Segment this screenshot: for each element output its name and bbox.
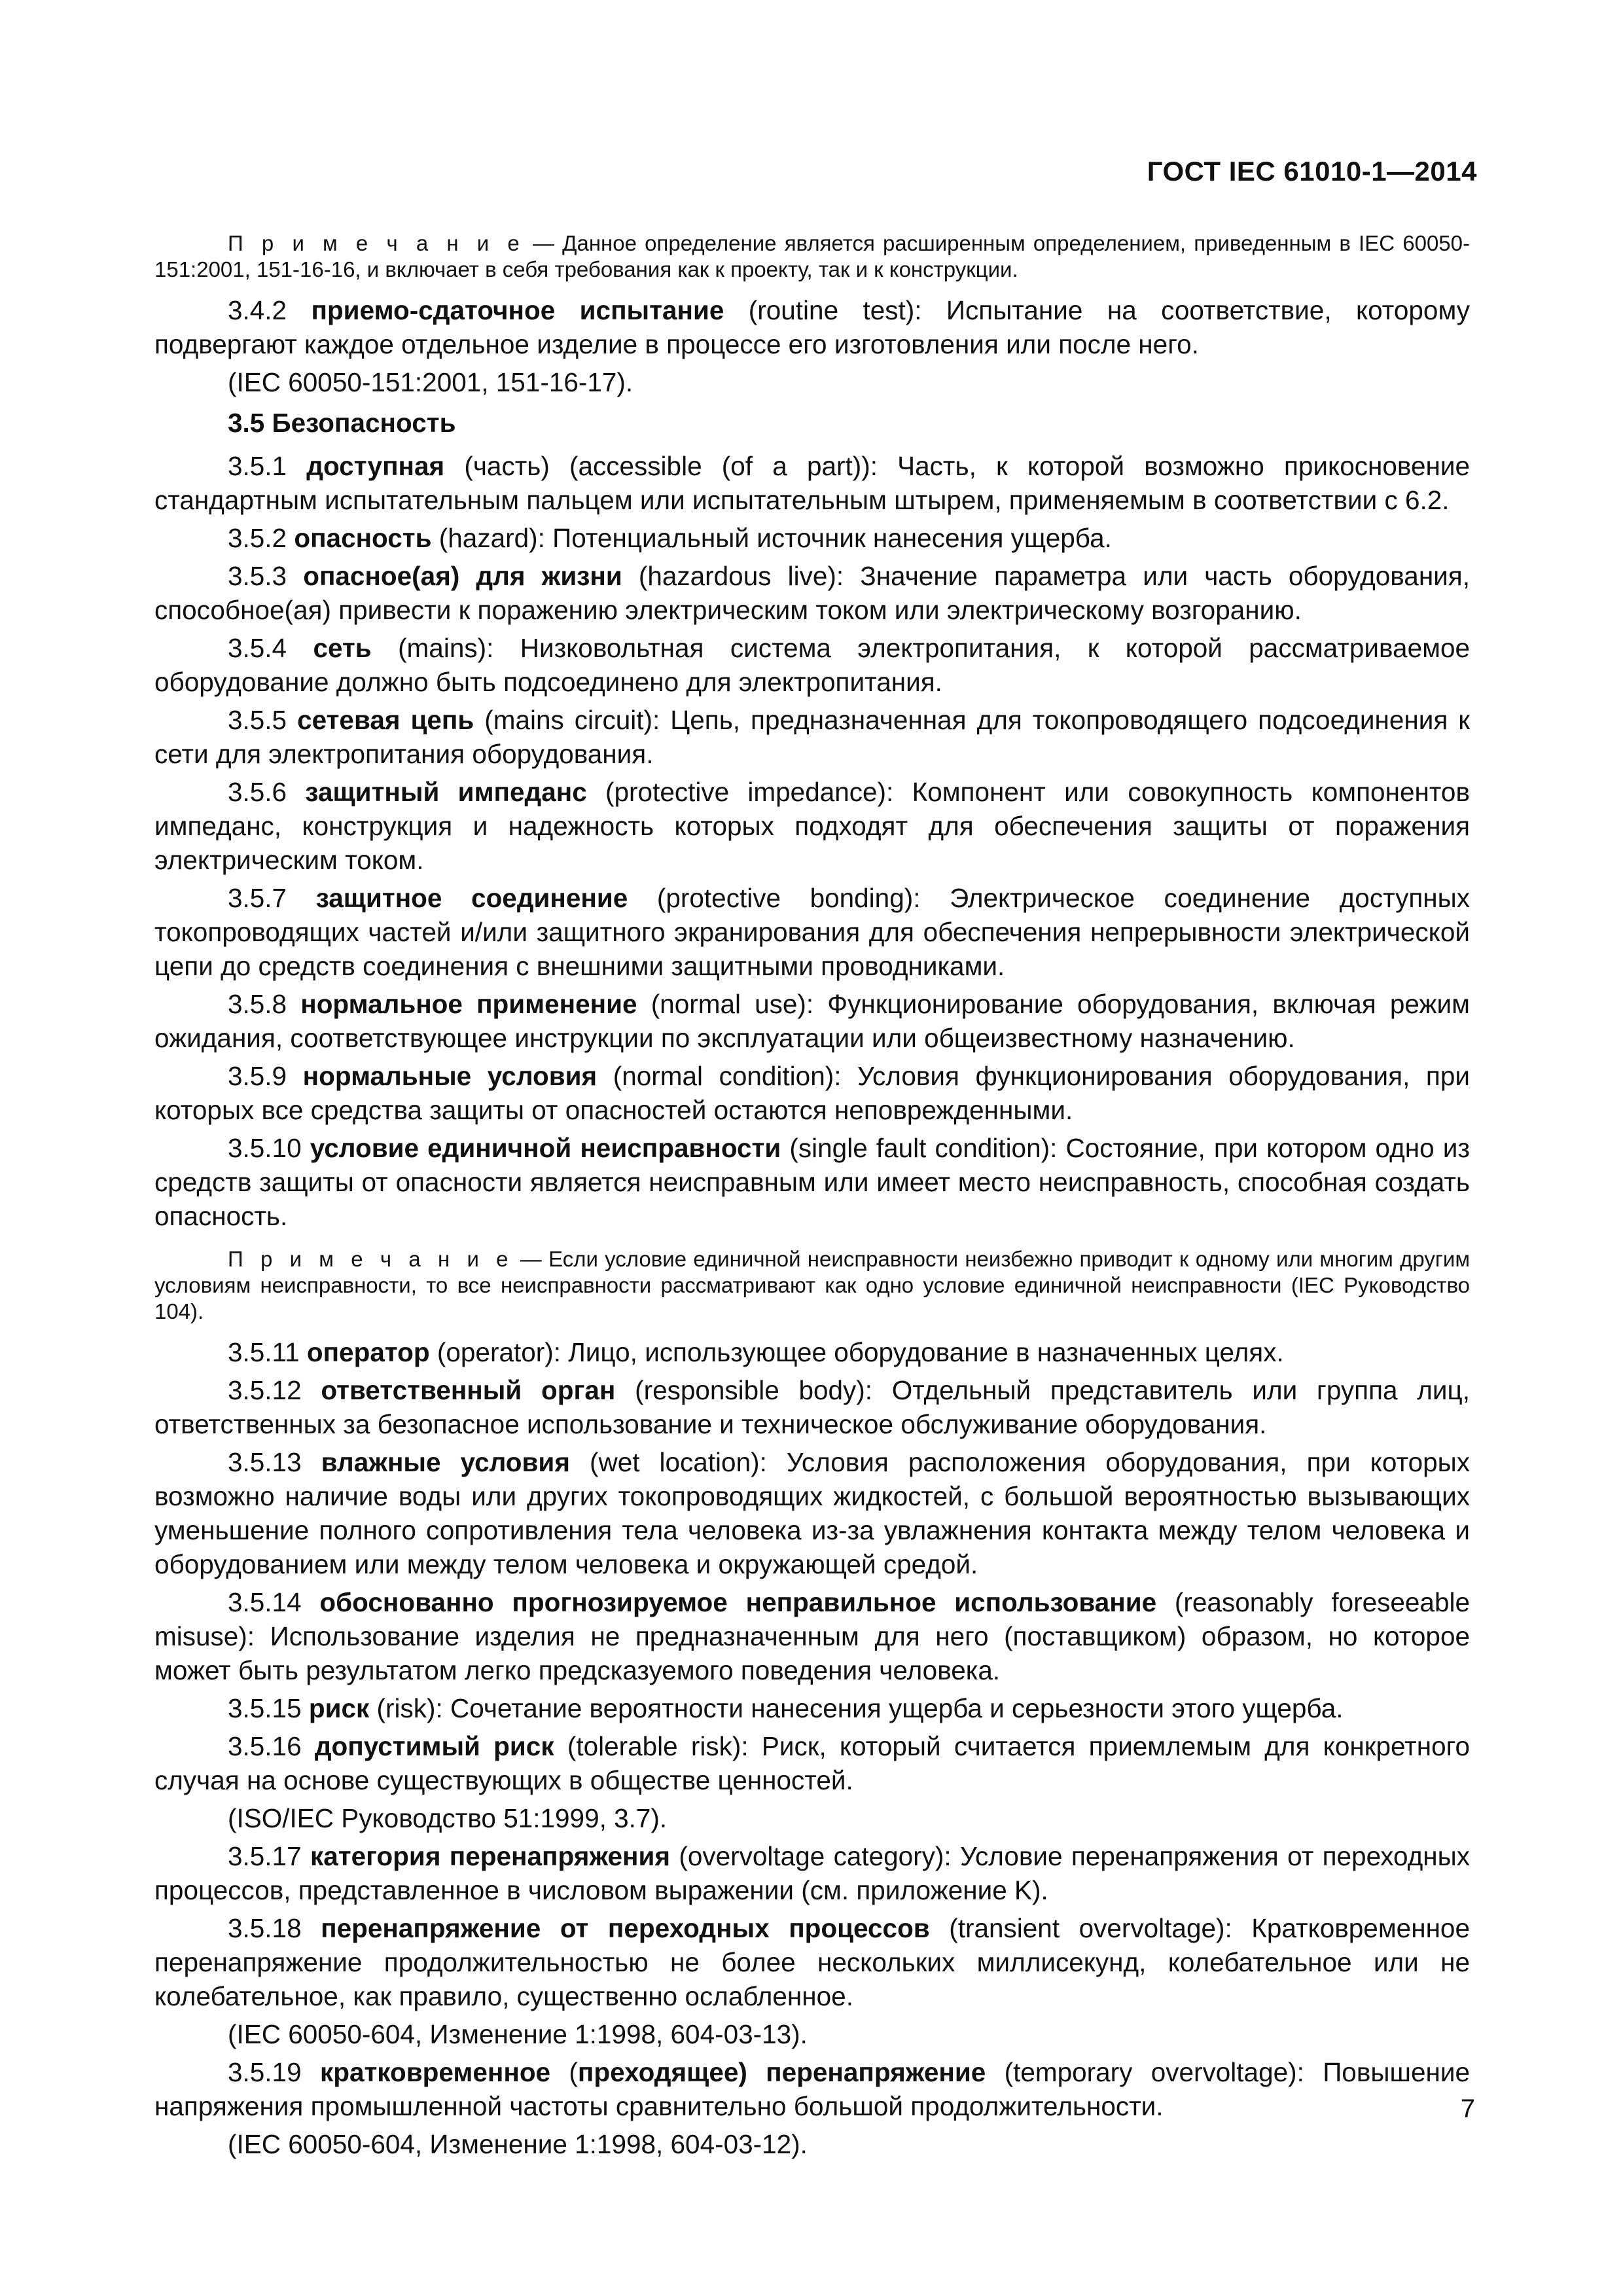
reference-3-5-18: (IEC 60050-604, Изменение 1:1998, 604-03-13).: [228, 2019, 808, 2049]
term-number: 3.5.7: [228, 883, 316, 913]
term-number: 3.5.2: [228, 523, 294, 553]
term-3-5-1: [154, 449, 1470, 517]
term-number: 3.5.11: [228, 1337, 307, 1367]
term-definition: (normal use): Функционирование оборудования, включая режим ожидания, соответствующее инструкции по эксплуатации или общеизвестному назначению.: [154, 989, 1470, 1053]
term-name: обоснованно прогнозируемое неправильное использование: [319, 1587, 1157, 1617]
term-definition: (protective bonding): Электрическое соединение доступных токопроводящих частей и/или защитного экранирования для обеспечения непрерывности электрической цепи до средств соединения с внешними защитными проводниками.: [154, 883, 1470, 981]
term-name: защитный импеданс: [305, 777, 587, 807]
term-definition: (mains): Низковольтная система электропитания, к которой рассматриваемое оборудование должно быть подсоединено для электропитания.: [154, 633, 1470, 697]
note-3-5-10: [154, 1246, 1470, 1325]
term-3-5-2: [154, 521, 1470, 555]
term-definition: (tolerable risk): Риск, который считается приемлемым для конкретного случая на основе существующих в обществе ценностей.: [154, 1731, 1470, 1795]
term-name-continued: преходящее) перенапряжение: [577, 2057, 986, 2087]
term-number: 3.5.19: [228, 2057, 320, 2087]
term-definition: (temporary overvoltage): Повышение напряжения промышленной частоты сравнительно большой продолжительности.: [154, 2057, 1470, 2121]
term-3-5-9: [154, 1059, 1470, 1127]
spacer: [154, 1237, 1470, 1246]
term-3-5-18: [154, 1911, 1470, 2013]
term-number: 3.5.15: [228, 1693, 309, 1723]
term-name: ответственный орган: [321, 1375, 616, 1405]
document-body: [154, 230, 1470, 2165]
term-name: нормальные условия: [302, 1061, 597, 1091]
term-name: опасность: [294, 523, 432, 553]
term-name: сетевая цепь: [297, 705, 474, 735]
term-3-5-19: [154, 2055, 1470, 2123]
term-3-5-12: [154, 1373, 1470, 1441]
term-definition: (hazardous live): Значение параметра или часть оборудования, способное(ая) привести к поражению электрическим током или электрическому возгоранию.: [154, 561, 1470, 625]
term-name: приемо-сдаточное испытание: [311, 295, 724, 325]
term-name: защитное соединение: [315, 883, 628, 913]
term-3-5-4: [154, 631, 1470, 699]
term-definition: (risk): Сочетание вероятности нанесения ущерба и серьезности этого ущерба.: [369, 1693, 1344, 1723]
term-definition: (mains circuit): Цепь, предназначенная для токопроводящего подсоединения к сети для электропитания оборудования.: [154, 705, 1470, 769]
term-number: 3.4.2: [228, 295, 312, 325]
term-name: риск: [308, 1693, 370, 1723]
term-number: 3.5.3: [228, 561, 304, 591]
term-definition: (normal condition): Условия функционирования оборудования, при которых все средства защиты от опасностей остаются неповрежденными.: [154, 1061, 1470, 1125]
term-name: допустимый риск: [314, 1731, 554, 1761]
term-number: 3.5.9: [228, 1061, 303, 1091]
term-number: 3.5.1: [228, 451, 307, 481]
term-3-5-15: [154, 1691, 1470, 1725]
term-definition: (responsible body): Отдельный представитель или группа лиц, ответственных за безопасное использование и техническое обслуживание оборудования.: [154, 1375, 1470, 1439]
term-name: оператор: [306, 1337, 430, 1367]
note-label: П р и м е ч а н и е: [228, 231, 525, 255]
term-definition: (hazard): Потенциальный источник нанесения ущерба.: [431, 523, 1112, 553]
term-3-5-16: [154, 1729, 1470, 1797]
term-3-5-14: [154, 1585, 1470, 1687]
term-number: 3.5.5: [228, 705, 298, 735]
term-3-5-8: [154, 987, 1470, 1055]
term-definition: (часть) (accessible (of a part)): Часть, к которой возможно прикосновение стандартным испытательным пальцем или испытательным штырем, применяемым в соответствии с 6.2.: [154, 451, 1470, 515]
note-label: П р и м е ч а н и е: [228, 1247, 514, 1271]
reference-3-4-2: (IEC 60050-151:2001, 151-16-17).: [228, 367, 633, 397]
term-number: 3.5.8: [228, 989, 301, 1019]
term-name: доступная: [306, 451, 445, 481]
term-name: кратковременное: [319, 2057, 551, 2087]
note-3-4-1: [154, 230, 1470, 283]
term-3-5-5: [154, 703, 1470, 771]
term-name: нормальное применение: [300, 989, 637, 1019]
term-name: сеть: [313, 633, 372, 663]
term-name: условие единичной неисправности: [310, 1133, 781, 1163]
term-definition: (single fault condition): Состояние, при котором одно из средств защиты от опасности является неисправным или имеет место неисправность, способная создать опасность.: [154, 1133, 1470, 1231]
term-definition: (routine test): Испытание на соответствие, которому подвергают каждое отдельное изделие в процессе его изготовления или после него.: [154, 295, 1470, 359]
term-number: 3.5.13: [228, 1447, 321, 1477]
term-3-4-2: [154, 293, 1470, 361]
term-number: 3.5.18: [228, 1913, 321, 1943]
term-number: 3.5.17: [228, 1841, 310, 1871]
document-header: ГОСТ IEC 61010-1—2014: [1147, 156, 1477, 187]
term-3-5-13: [154, 1445, 1470, 1581]
term-name: перенапряжение от переходных процессов: [321, 1913, 930, 1943]
term-definition: (reasonably foreseeable misuse): Использование изделия не предназначенным для него (поставщиком) образом, но которое может быть результатом легко предсказуемого поведения человека.: [154, 1587, 1471, 1685]
term-definition: (overvoltage category): Условие перенапряжения от переходных процессов, представленное в числовом выражении (см. приложение K).: [154, 1841, 1471, 1905]
term-number: 3.5.6: [228, 777, 306, 807]
term-number: 3.5.12: [228, 1375, 321, 1405]
term-definition: (transient overvoltage): Кратковременное перенапряжение продолжительностью не более нескольких миллисекунд, колебательное или не колебательное, как правило, существенно ослабленное.: [154, 1913, 1470, 2011]
page-number: 7: [1460, 2094, 1475, 2123]
term-number: 3.5.4: [228, 633, 313, 663]
term-definition: (operator): Лицо, использующее оборудование в назначенных целях.: [429, 1337, 1284, 1367]
term-number: 3.5.16: [228, 1731, 315, 1761]
term-name: категория перенапряжения: [310, 1841, 671, 1871]
term-name: опасное(ая) для жизни: [303, 561, 622, 591]
term-number: 3.5.14: [228, 1587, 320, 1617]
note-text: — Данное определение является расширенным определением, приведенным в IEC 60050-151:2001, 151-16-16, и включает в себя требования как к проекту, так и к конструкции.: [154, 231, 1470, 281]
reference-3-5-19: (IEC 60050-604, Изменение 1:1998, 604-03-12).: [228, 2129, 808, 2159]
section-heading-3-5: 3.5 Безопасность: [228, 408, 456, 438]
term-name: влажные условия: [321, 1447, 570, 1477]
term-definition: (protective impedance): Компонент или совокупность компонентов импеданс, конструкция и надежность которых подходят для обеспечения защиты от поражения электрическим током.: [154, 777, 1470, 875]
term-3-5-17: [154, 1839, 1470, 1907]
term-definition: (wet location): Условия расположения оборудования, при которых возможно наличие воды или других токопроводящих жидкостей, с большой вероятностью вызывающих уменьшение полного сопротивления тела человека из-за увлажнения контакта между телом человека и оборудованием или между телом человека и окружающей средой.: [154, 1447, 1470, 1579]
term-number: 3.5.10: [228, 1133, 310, 1163]
term-3-5-10: [154, 1131, 1470, 1233]
term-3-5-11: [154, 1335, 1470, 1369]
note-text: — Если условие единичной неисправности неизбежно приводит к одному или многим другим условиям неисправности, то все неисправности рассматривают как одно условие единичной неисправности (IEC Руководство 104).: [154, 1247, 1471, 1323]
term-3-5-7: [154, 881, 1470, 983]
term-3-5-6: [154, 775, 1470, 877]
term-3-5-3: [154, 559, 1470, 627]
reference-3-5-16: (ISO/IEC Руководство 51:1999, 3.7).: [228, 1803, 668, 1833]
term-punctuation: (: [550, 2057, 578, 2087]
